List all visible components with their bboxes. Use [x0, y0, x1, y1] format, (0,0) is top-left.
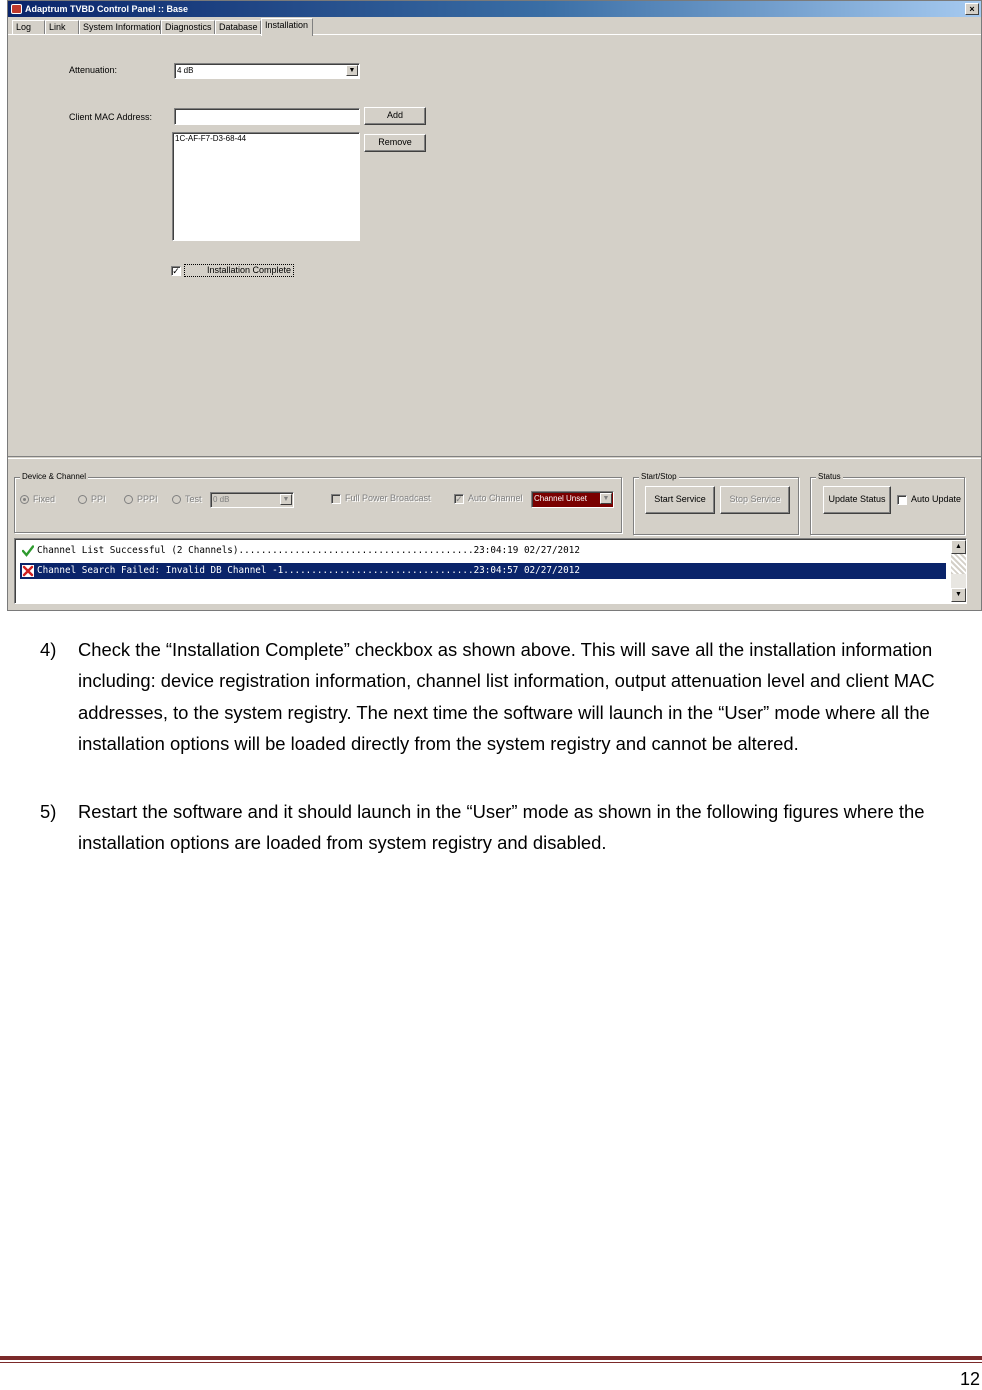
start-stop-title: Start/Stop [641, 472, 677, 481]
tab-panel-border [8, 34, 981, 35]
installation-complete-checkbox[interactable]: ✓ [172, 266, 180, 276]
step-4-paragraph: Check the “Installation Complete” checkbox as shown above. This will save all the installation information including: device registration information, channel list information, output attenuation level and client MAC addresses, to the system registry. The next time the software will launch in the “User” mode where all the installation options will be loaded directly from the system registry and cannot be altered. [78, 639, 935, 755]
update-status-button[interactable]: Update Status [823, 486, 891, 514]
step-5-paragraph: Restart the software and it should launch in the “User” mode as shown in the following figures where the installation options are loaded from system registry and disabled. [78, 801, 925, 854]
window-title: Adaptrum TVBD Control Panel :: Base [25, 4, 189, 14]
app-logo-icon [11, 4, 22, 14]
log-entry-text: Channel Search Failed: Invalid DB Channel -1..................................23:04:57 02/27/2012 [37, 565, 580, 576]
client-mac-label: Client MAC Address: [69, 112, 153, 122]
attenuation-value: 4 dB [177, 66, 194, 75]
tab-log[interactable]: Log [12, 20, 45, 35]
list-number: 4) [40, 639, 57, 660]
footer-rule [0, 1356, 982, 1360]
footer-rule-thin [0, 1362, 982, 1363]
test-radio[interactable] [172, 495, 181, 504]
log-entry-text: Channel List Successful (2 Channels)..........................................23:04:19 02/27/2012 [37, 545, 580, 556]
ppi-label: PPI [91, 494, 106, 504]
auto-update-checkbox[interactable] [897, 495, 907, 505]
device-channel-title: Device & Channel [22, 472, 87, 481]
tab-diagnostics[interactable]: Diagnostics [161, 20, 215, 35]
auto-channel-checkbox[interactable]: ✓ [455, 494, 463, 504]
log-list[interactable] [14, 538, 967, 604]
tab-database[interactable]: Database [215, 20, 261, 35]
auto-channel-label: Auto Channel [468, 493, 523, 503]
add-button[interactable]: Add [364, 107, 426, 125]
title-bar [8, 1, 981, 17]
scroll-thumb[interactable] [951, 554, 966, 574]
page-number: 12 [959, 1369, 980, 1389]
ppi-radio[interactable] [78, 495, 87, 504]
status-title: Status [818, 472, 841, 481]
log-scrollbar[interactable] [951, 540, 966, 602]
test-label: Test [185, 494, 202, 504]
auto-update-label: Auto Update [911, 494, 962, 504]
stop-service-button[interactable]: Stop Service [720, 486, 790, 514]
installation-complete-label[interactable]: Installation Complete [184, 264, 294, 277]
chevron-down-icon[interactable]: ▼ [600, 493, 612, 504]
remove-button[interactable]: Remove [364, 134, 426, 152]
scroll-up-icon[interactable]: ▲ [951, 540, 966, 554]
chevron-down-icon[interactable]: ▼ [346, 65, 358, 76]
attenuation-label: Attenuation: [69, 65, 118, 75]
tab-link[interactable]: Link [45, 20, 79, 35]
client-mac-input[interactable] [174, 108, 360, 125]
full-power-label: Full Power Broadcast [345, 493, 431, 503]
channel-dropdown[interactable] [531, 491, 614, 508]
close-button[interactable]: × [965, 3, 979, 15]
chevron-down-icon[interactable]: ▼ [280, 494, 292, 505]
test-attenuation-value: 0 dB [213, 495, 230, 504]
scroll-down-icon[interactable]: ▼ [951, 588, 966, 602]
error-x-icon [22, 565, 34, 577]
pppi-label: PPPI [137, 494, 158, 504]
app-window-screenshot [7, 0, 982, 611]
tab-installation[interactable]: Installation [261, 18, 313, 36]
success-check-icon [22, 545, 34, 557]
test-attenuation-dropdown[interactable] [210, 492, 294, 508]
channel-value: Channel Unset [534, 494, 587, 503]
log-entry[interactable] [20, 543, 946, 559]
tab-strip [10, 18, 970, 35]
panel-separator [8, 456, 981, 459]
pppi-radio[interactable] [124, 495, 133, 504]
log-entry-selected[interactable] [20, 563, 946, 579]
fixed-radio[interactable] [20, 495, 29, 504]
tab-system-information[interactable]: System Information [79, 20, 161, 35]
list-item[interactable]: 1C-AF-F7-D3-68-44 [175, 134, 247, 143]
list-number: 5) [40, 801, 57, 822]
mac-address-list[interactable] [172, 132, 360, 241]
start-service-button[interactable]: Start Service [645, 486, 715, 514]
full-power-checkbox[interactable] [331, 494, 341, 504]
attenuation-dropdown[interactable] [174, 63, 360, 79]
fixed-label: Fixed [33, 494, 56, 504]
